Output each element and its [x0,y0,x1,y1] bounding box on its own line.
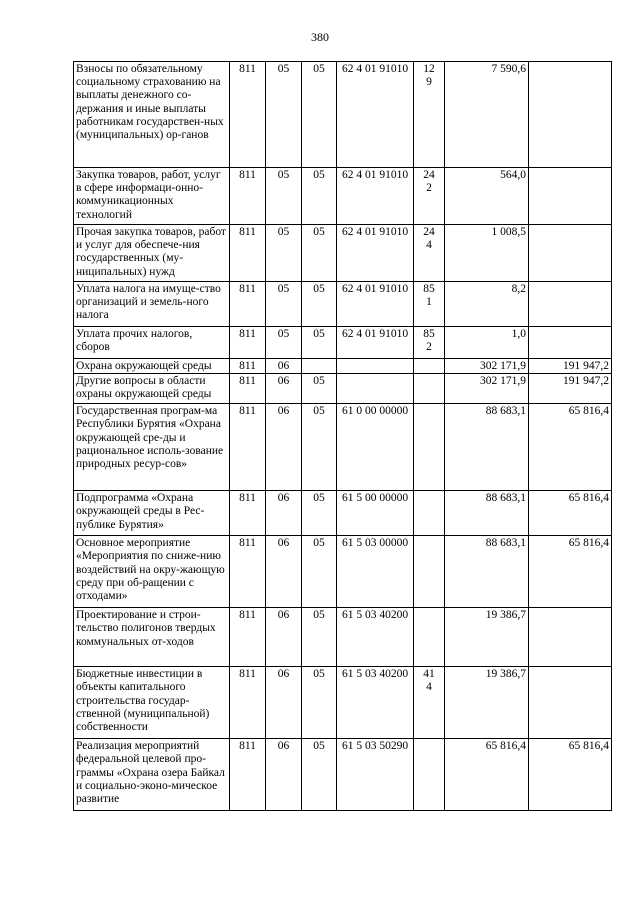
row-amount-1: 19 386,7 [445,608,529,667]
row-amount-2 [529,168,612,225]
row-code: 811 [230,359,266,374]
table-row [74,491,612,536]
row-name: Уплата прочих налогов, сборов [74,327,230,359]
table-row [74,536,612,608]
row-code: 811 [230,667,266,739]
row-target: 61 0 00 00000 [337,404,414,491]
table-row [74,667,612,739]
row-subsection: 05 [302,491,337,536]
table-row [74,404,612,491]
row-section: 06 [266,404,302,491]
row-expense-type [414,404,445,491]
row-target [337,359,414,374]
row-target: 61 5 00 00000 [337,491,414,536]
row-expense-type [414,282,445,327]
row-code: 811 [230,225,266,282]
row-target: 61 5 03 50290 [337,739,414,811]
row-section: 05 [266,282,302,327]
row-amount-2 [529,327,612,359]
row-target: 62 4 01 91010 [337,62,414,168]
row-expense-type [414,536,445,608]
row-subsection: 05 [302,667,337,739]
row-amount-1: 7 590,6 [445,62,529,168]
table-row [74,168,612,225]
row-expense-type [414,374,445,404]
row-amount-2: 191 947,2 [529,359,612,374]
row-code: 811 [230,608,266,667]
row-name: Проектирование и строи-тельство полигонов твердых коммунальных от-ходов [74,608,230,667]
page-number: 380 [311,30,329,44]
row-name: Другие вопросы в области охраны окружающей среды [74,374,230,404]
row-subsection: 05 [302,225,337,282]
table-row [74,327,612,359]
row-expense-type [414,608,445,667]
expense-type-code: 852 [423,328,435,354]
row-amount-1: 65 816,4 [445,739,529,811]
row-expense-type [414,168,445,225]
table-row [74,282,612,327]
row-amount-2 [529,667,612,739]
row-target: 61 5 03 40200 [337,667,414,739]
row-section: 06 [266,536,302,608]
table-row [74,739,612,811]
table-row [74,225,612,282]
expense-type-code: 242 [423,169,435,195]
row-subsection: 05 [302,62,337,168]
row-amount-1: 8,2 [445,282,529,327]
row-amount-1: 88 683,1 [445,491,529,536]
row-expense-type [414,62,445,168]
row-amount-2 [529,62,612,168]
row-name: Прочая закупка товаров, работ и услуг для обеспече-ния государственных (му-ниципальных) нужд [74,225,230,282]
row-subsection: 05 [302,608,337,667]
row-section: 06 [266,359,302,374]
row-amount-2 [529,225,612,282]
row-subsection: 05 [302,374,337,404]
row-amount-2: 191 947,2 [529,374,612,404]
expense-type-code: 851 [423,283,435,309]
row-target: 61 5 03 00000 [337,536,414,608]
row-section: 06 [266,667,302,739]
row-subsection: 05 [302,536,337,608]
row-subsection: 05 [302,404,337,491]
row-amount-1: 19 386,7 [445,667,529,739]
row-target: 62 4 01 91010 [337,327,414,359]
row-target [337,374,414,404]
row-subsection: 05 [302,168,337,225]
row-code: 811 [230,404,266,491]
row-expense-type [414,359,445,374]
row-amount-1: 88 683,1 [445,404,529,491]
table-row [74,374,612,404]
row-amount-1: 302 171,9 [445,359,529,374]
row-name: Охрана окружающей среды [74,359,230,374]
row-amount-1: 88 683,1 [445,536,529,608]
row-subsection [302,359,337,374]
row-code: 811 [230,282,266,327]
row-amount-2 [529,282,612,327]
row-section: 06 [266,739,302,811]
row-target: 62 4 01 91010 [337,225,414,282]
expense-type-code: 129 [423,63,435,89]
row-code: 811 [230,327,266,359]
row-expense-type [414,327,445,359]
row-section: 06 [266,374,302,404]
row-code: 811 [230,62,266,168]
row-name: Взносы по обязательному социальному страхованию на выплаты денежного со-держания и иные выплаты работникам государствен-ных (муниципальных) ор-ганов [74,62,230,168]
expense-type-code: 244 [423,226,435,252]
row-code: 811 [230,491,266,536]
row-name: Закупка товаров, работ, услуг в сфере информаци-онно-коммуникационных технологий [74,168,230,225]
row-amount-2: 65 816,4 [529,404,612,491]
row-name: Основное мероприятие «Мероприятия по сниже-нию воздействий на окру-жающую среду при об-ращении с отходами» [74,536,230,608]
row-section: 05 [266,327,302,359]
table-row [74,62,612,168]
row-code: 811 [230,739,266,811]
row-expense-type [414,225,445,282]
row-name: Уплата налога на имуще-ство организаций и земель-ного налога [74,282,230,327]
row-code: 811 [230,168,266,225]
row-expense-type [414,491,445,536]
row-target: 61 5 03 40200 [337,608,414,667]
row-name: Реализация мероприятий федеральной целевой про-граммы «Охрана озера Байкал и социально-эконо-мическое развитие [74,739,230,811]
row-amount-2 [529,608,612,667]
row-expense-type [414,739,445,811]
row-section: 05 [266,168,302,225]
row-amount-2: 65 816,4 [529,536,612,608]
table-row [74,359,612,374]
row-amount-1: 1 008,5 [445,225,529,282]
row-target: 62 4 01 91010 [337,168,414,225]
row-name: Бюджетные инвестиции в объекты капитального строительства государ-ственной (муниципальной) собственности [74,667,230,739]
row-section: 05 [266,62,302,168]
table-body [74,62,612,811]
row-amount-1: 564,0 [445,168,529,225]
row-subsection: 05 [302,739,337,811]
expense-type-code: 414 [423,668,435,694]
table-row [74,608,612,667]
row-amount-2: 65 816,4 [529,491,612,536]
budget-table [73,61,612,811]
row-target: 62 4 01 91010 [337,282,414,327]
row-amount-1: 302 171,9 [445,374,529,404]
row-name: Государственная програм-ма Республики Бурятия «Охрана окружающей сре-ды и рациональное исполь-зование природных ресур-сов» [74,404,230,491]
row-code: 811 [230,536,266,608]
row-section: 06 [266,608,302,667]
row-subsection: 05 [302,327,337,359]
row-section: 05 [266,225,302,282]
row-code: 811 [230,374,266,404]
row-subsection: 05 [302,282,337,327]
row-amount-1: 1,0 [445,327,529,359]
row-name: Подпрограмма «Охрана окружающей среды в Рес-публике Бурятия» [74,491,230,536]
row-expense-type [414,667,445,739]
row-amount-2: 65 816,4 [529,739,612,811]
row-section: 06 [266,491,302,536]
